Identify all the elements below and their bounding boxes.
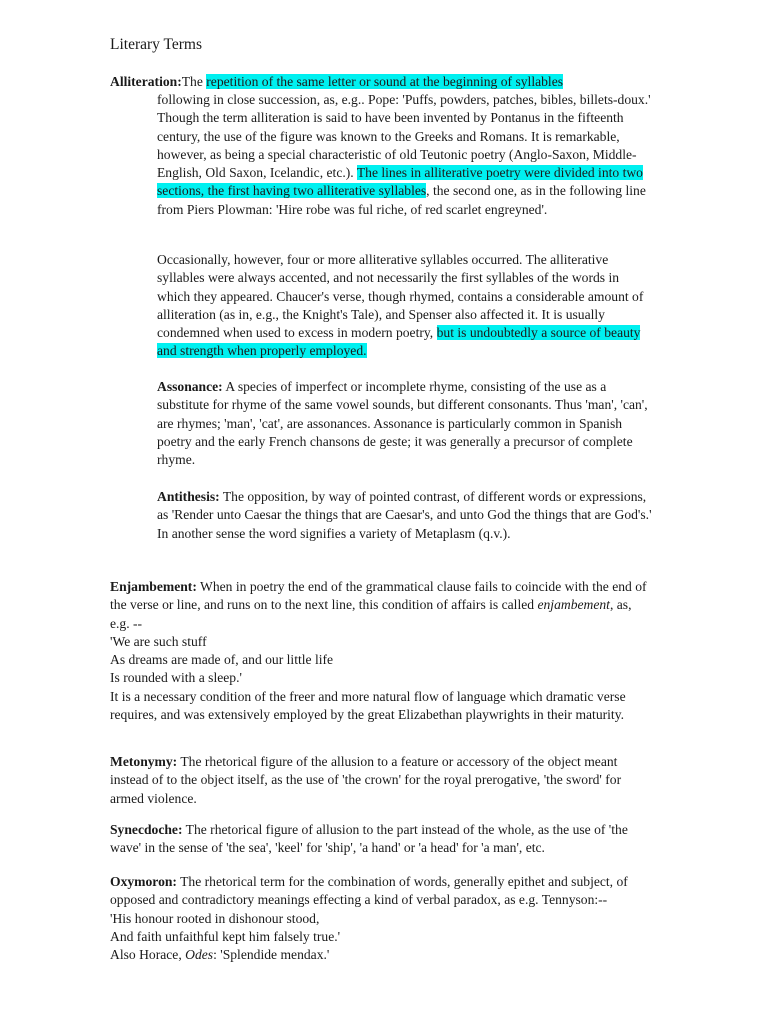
entry-oxymoron: Oxymoron: The rhetorical term for the combination of words, generally epithet and subject, of opposed and contradictory meanings effecting a kind of verbal paradox, as e.g. Tennyson:-- 'His honour rooted in dishonour stood, And faith unfaithful kept him falsely true.' Also Horace, Odes: 'Splendide mendax.' [110,873,650,964]
verse-line: 'We are such stuff [110,633,207,649]
highlight-alliteration-definition: repetition of the same letter or sound at the beginning of syllables [206,74,564,89]
entry-alliteration: Alliteration:The repetition of the same letter or sound at the beginning of syllables [110,74,564,89]
entry-metonymy: Metonymy: The rhetorical figure of the allusion to a feature or accessory of the object meant instead of to the object itself, as the use of 'the crown' for the royal prerogative, 'the sword' for armed violence. [110,754,622,806]
verse-line: 'His honour rooted in dishonour stood, [110,910,320,926]
entry-antithesis: Antithesis: The opposition, by way of pointed contrast, of different words or expressions, as 'Render unto Caesar the things that are Caesar's, and unto God the things that are God's.' In another sense the word signifies a variety of Metaplasm (q.v.). [157,489,652,541]
alliteration-body: following in close succession, as, e.g.. Pope: 'Puffs, powders, patches, bibles, billets-doux.' Though the term alliteration is said to have been invented by Pontanus in the fifteenth century, the use of the figure was known to the Greeks and Romans. It is remarkable, however, as being a special characteristic of old Teutonic poetry (Anglo-Saxon, Middle-English, Old Saxon, Icelandic, etc.). The lines in alliterative poetry were divided into two sections, the first having two alliterative syllables, the second one, as in the following line from Piers Plowman: 'Hire robe was ful riche, of red scarlet engreyned'. [157,92,651,217]
entry-enjambement: Enjambement: When in poetry the end of the grammatical clause fails to coincide with the end of the verse or line, and runs on to the next line, this condition of affairs is called enjambement, as, e.g. -- 'We are such stuff As dreams are made of, and our little life Is rounded with a sleep.' It is a necessary condition of the freer and more natural flow of language which dramatic verse requires, and was extensively employed by the great Elizabethan playwrights in their maturity. [110,578,650,724]
term-alliteration: Alliteration: [110,74,182,89]
term-metonymy: Metonymy: [110,754,178,769]
term-synecdoche: Synecdoche: [110,822,183,837]
entry-assonance: Assonance: A species of imperfect or incomplete rhyme, consisting of the use as a substitute for rhyme of the same vowel sounds, but different consonants. Thus 'man', 'can', are rhymes; 'man', 'cat', are assonances. Assonance is particularly common in Spanish poetry and the early French chansons de geste; it was generally a precursor of complete rhyme. [157,379,648,468]
alliteration-body-2: Occasionally, however, four or more alliterative syllables occurred. The alliterative syllables were always accented, and not necessarily the first syllables of the words in which they appeared. Chaucer's verse, though rhymed, contains a considerable amount of alliteration (as in, e.g., the Knight's Tale), and Spenser also affected it. It is usually condemned when used to excess in modern poetry, but is undoubtedly a source of beauty and strength when properly employed. [157,252,644,359]
term-oxymoron: Oxymoron: [110,874,177,889]
highlight-beauty-strength: but is undoubtedly a source of beauty and strength when properly employed. [157,325,641,359]
verse-line: Is rounded with a sleep.' [110,670,242,686]
page-title: Literary Terms [110,36,203,53]
highlight-alliterative-lines: The lines in alliterative poetry were divided into two sections, the first having two alliterative syllables [157,165,643,199]
term-antithesis: Antithesis: [157,489,220,504]
term-assonance: Assonance: [157,379,223,394]
term-enjambement: Enjambement: [110,579,197,594]
entry-synecdoche: Synecdoche: The rhetorical figure of allusion to the part instead of the whole, as the use of 'the wave' in the sense of 'the sea', 'keel' for 'ship', 'a hand' or 'a head' for 'a man', etc. [110,822,628,856]
verse-line: And faith unfaithful kept him falsely true.' [110,928,341,944]
verse-line: As dreams are made of, and our little life [110,652,334,668]
